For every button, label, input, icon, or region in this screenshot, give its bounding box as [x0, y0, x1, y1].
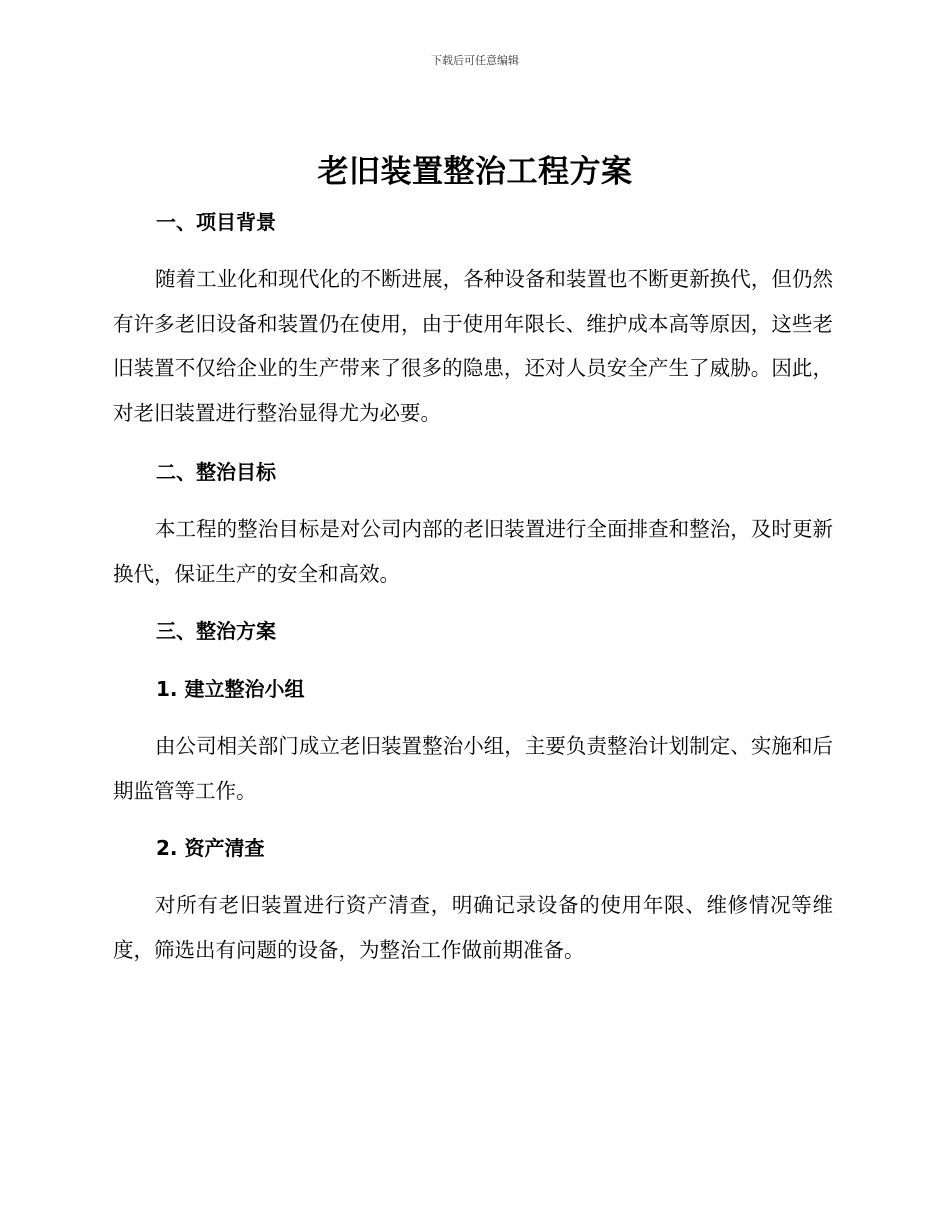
paragraph-background: 随着工业化和现代化的不断进展，各种设备和装置也不断更新换代，但仍然有许多老旧设备和装置仍在使用，由于使用年限长、维护成本高等原因，这些老旧装置不仅给企业的生产带来了很多的隐患，还对人员安全产生了威胁。因此，对老旧装置进行整治显得尤为必要。 — [113, 267, 833, 425]
section-heading-plan: 三、整治方案 — [156, 619, 276, 643]
section-heading-background: 一、项目背景 — [156, 210, 276, 234]
paragraph-goals: 本工程的整治目标是对公司内部的老旧装置进行全面排查和整治，及时更新换代，保证生产的安全和高效。 — [113, 517, 833, 586]
document-title: 老旧装置整治工程方案 — [317, 154, 633, 190]
paragraph-inventory: 对所有老旧装置进行资产清查，明确记录设备的使用年限、维修情况等维度，筛选出有问题的设备，为整治工作做前期准备。 — [113, 893, 833, 962]
header-note: 下载后可任意编辑 — [431, 54, 519, 67]
section-heading-goals: 二、整治目标 — [156, 460, 276, 484]
paragraph-team: 由公司相关部门成立老旧装置整治小组，主要负责整治计划制定、实施和后期监管等工作。 — [113, 734, 833, 803]
subsection-heading-inventory: 2. 资产清查 — [156, 836, 265, 860]
subsection-heading-team: 1. 建立整治小组 — [156, 677, 305, 701]
